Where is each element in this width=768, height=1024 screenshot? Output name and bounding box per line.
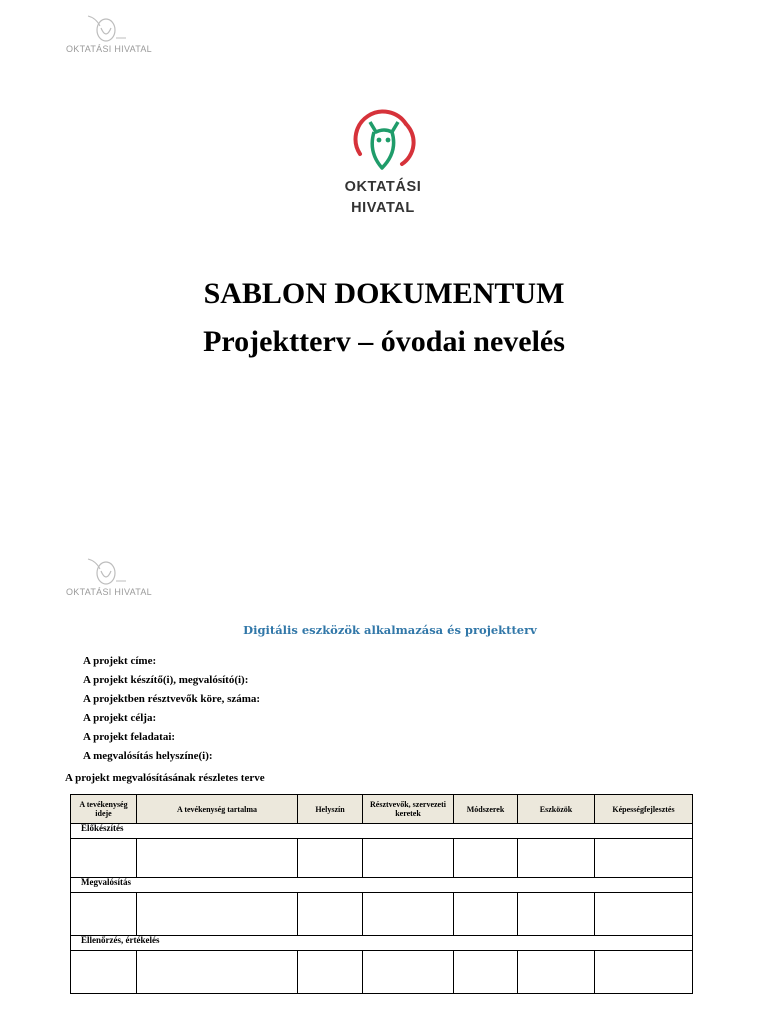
field-project-title: A projekt címe:: [83, 655, 157, 667]
table-cell[interactable]: [298, 951, 363, 994]
field-project-tasks: A projekt feladatai:: [83, 731, 176, 743]
phase-implementation: Megvalósítás: [71, 878, 693, 893]
document-title: SABLON DOKUMENTUM: [203, 277, 565, 310]
owl-logo-icon: [324, 104, 442, 179]
project-fields: [83, 652, 260, 766]
phase-evaluation: Ellenőrzés, értékelés: [71, 936, 693, 951]
phase-preparation: Előkészítés: [71, 824, 693, 839]
table-cell[interactable]: [137, 893, 298, 936]
header-logo-page2: [66, 557, 166, 597]
field-project-authors: A projekt készítő(i), megvalósító(i):: [83, 674, 249, 686]
table-cell[interactable]: [518, 839, 595, 878]
section-title: Digitális eszközök alkalmazása és projektterv: [243, 623, 537, 637]
header-tools: Eszközök: [518, 795, 595, 824]
logo-text-line1: OKTATÁSI: [344, 179, 422, 195]
table-cell[interactable]: [363, 893, 454, 936]
table-row: [71, 951, 693, 994]
table-cell[interactable]: [71, 839, 137, 878]
table-cell[interactable]: [137, 839, 298, 878]
header-methods: Módszerek: [454, 795, 518, 824]
field-participants: A projektben résztvevők köre, száma:: [83, 693, 261, 705]
table-cell[interactable]: [363, 951, 454, 994]
table-cell[interactable]: [518, 951, 595, 994]
table-cell[interactable]: [595, 839, 693, 878]
table-cell[interactable]: [595, 893, 693, 936]
table-cell[interactable]: [71, 893, 137, 936]
owl-icon: [86, 14, 128, 44]
field-project-goal: A projekt célja:: [83, 712, 157, 724]
header-logo: [66, 14, 166, 54]
logo-text-line2: HIVATAL: [351, 200, 415, 216]
table-header-row: [71, 795, 693, 824]
table-row: [71, 839, 693, 878]
header-location: Helyszín: [298, 795, 363, 824]
table-cell[interactable]: [454, 839, 518, 878]
header-participants: Résztvevők, szervezeti keretek: [363, 795, 454, 824]
table-cell[interactable]: [454, 951, 518, 994]
plan-table: [70, 794, 693, 994]
table-cell[interactable]: [137, 951, 298, 994]
header-skills: Képességfejlesztés: [595, 795, 693, 824]
header-logo-text: OKTATÁSI HIVATAL: [66, 44, 152, 54]
table-cell[interactable]: [298, 893, 363, 936]
plan-label: A projekt megvalósításának részletes terve: [65, 772, 265, 784]
phase-row: [71, 936, 693, 951]
phase-row: [71, 878, 693, 893]
table-cell[interactable]: [454, 893, 518, 936]
oktatasi-hivatal-logo: [324, 104, 442, 224]
field-location: A megvalósítás helyszíne(i):: [83, 750, 213, 762]
table-cell[interactable]: [298, 839, 363, 878]
document-subtitle: Projektterv – óvodai nevelés: [203, 325, 565, 358]
header-content: A tevékenység tartalma: [137, 795, 298, 824]
header-logo-text: OKTATÁSI HIVATAL: [66, 587, 152, 597]
table-row: [71, 893, 693, 936]
table-cell[interactable]: [595, 951, 693, 994]
owl-icon: [86, 557, 128, 587]
table-cell[interactable]: [71, 951, 137, 994]
header-time: A tevékenység ideje: [71, 795, 137, 824]
table-cell[interactable]: [518, 893, 595, 936]
table-cell[interactable]: [363, 839, 454, 878]
phase-row: [71, 824, 693, 839]
